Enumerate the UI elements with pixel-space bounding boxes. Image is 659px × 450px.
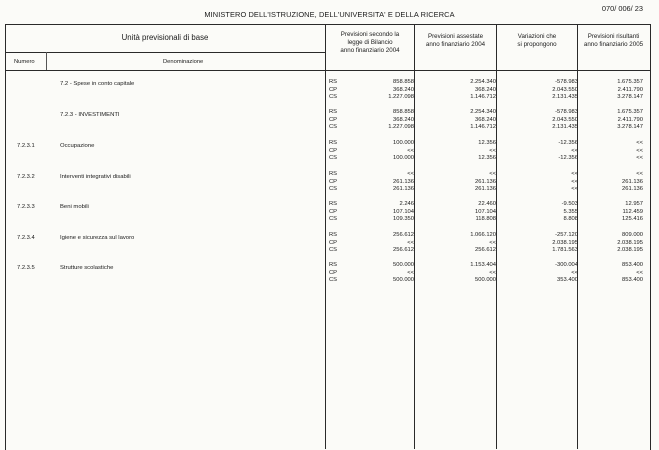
value-cell: << — [571, 186, 578, 193]
value-cell: 109.350 — [393, 216, 414, 223]
value-cell: 2.038.195 — [617, 247, 643, 254]
row-values-c2 — [418, 232, 496, 255]
table-row — [0, 201, 659, 229]
row-denominazione: Strutture scolastiche — [60, 265, 114, 271]
table-row — [0, 109, 659, 137]
row-code: CS — [329, 94, 338, 101]
row-values-c1 — [336, 140, 414, 163]
value-cell: 2.254.340 — [470, 109, 496, 115]
value-cell: << — [636, 171, 643, 177]
value-cell: -12.356 — [558, 155, 578, 162]
row-values-c1 — [336, 262, 414, 285]
row-denominazione: Igiene e sicurezza sul lavoro — [60, 235, 135, 241]
col-header-line: anno finanziario 2004 — [425, 41, 486, 48]
value-cell: 368.240 — [393, 116, 414, 123]
value-cell: 1.675.357 — [617, 79, 643, 85]
value-cell: -578.983 — [555, 109, 578, 115]
value-cell: 261.136 — [475, 178, 496, 185]
value-cell: 5.355 — [563, 208, 578, 215]
row-denominazione: Occupazione — [60, 143, 95, 149]
value-cell: -300.004 — [555, 262, 578, 268]
row-values-c4 — [580, 262, 643, 285]
col-header-line: Previsioni secondo la — [340, 31, 400, 38]
value-cell: 2.131.435 — [552, 94, 578, 101]
row-values-c3 — [500, 232, 578, 255]
table-row — [0, 171, 659, 199]
row-values-c1 — [336, 109, 414, 132]
value-cell: 12.356 — [478, 140, 496, 146]
value-cell: << — [571, 269, 578, 276]
row-code: CS — [329, 155, 338, 162]
row-code: CP — [329, 208, 338, 215]
value-cell: 368.240 — [393, 86, 414, 93]
header-divider — [5, 52, 325, 53]
value-cell: 261.136 — [393, 186, 414, 193]
table-row — [0, 262, 659, 290]
table-row — [0, 232, 659, 260]
value-cell: 256.612 — [393, 232, 414, 238]
row-code: CP — [329, 147, 338, 154]
page-reference: 070/ 006/ 23 — [601, 4, 643, 13]
value-cell: 368.240 — [475, 116, 496, 123]
row-values-c3 — [500, 262, 578, 285]
value-cell: 100.000 — [393, 155, 414, 162]
value-cell: 853.400 — [622, 262, 643, 268]
col-header-line: legge di Bilancio — [347, 39, 393, 46]
row-code: RS — [329, 79, 338, 85]
row-code: CP — [329, 269, 338, 276]
value-cell: 1.781.563 — [552, 247, 578, 254]
row-code: CP — [329, 178, 338, 185]
row-denominazione: Interventi integrativi disabili — [60, 174, 131, 180]
row-values-c1 — [336, 201, 414, 224]
value-cell: -578.983 — [555, 79, 578, 85]
value-cell: << — [636, 269, 643, 276]
value-cell: -9.503 — [561, 201, 578, 207]
value-cell: 8.808 — [563, 216, 578, 223]
row-code: CP — [329, 86, 338, 93]
numero-divider — [46, 52, 47, 70]
row-code: CS — [329, 216, 338, 223]
row-values-c2 — [418, 140, 496, 163]
value-cell: << — [407, 147, 414, 154]
value-cell: 2.254.340 — [470, 79, 496, 85]
value-cell: 500.000 — [475, 277, 496, 284]
row-numero: 7.2.3.5 — [17, 265, 35, 271]
row-values-c1 — [336, 232, 414, 255]
table-row — [0, 140, 659, 168]
value-cell: 22.460 — [478, 201, 496, 207]
row-numero: 7.2.3.2 — [17, 174, 35, 180]
value-cell: 1.146.712 — [470, 94, 496, 101]
col-header-line: Variazioni che — [517, 33, 557, 40]
value-cell: 1.153.404 — [470, 262, 496, 268]
value-cell: 858.858 — [393, 79, 414, 85]
value-cell: -12.356 — [558, 140, 578, 146]
value-cell: 100.000 — [393, 140, 414, 146]
value-cell: 809.000 — [622, 232, 643, 238]
value-cell: 3.278.147 — [617, 94, 643, 101]
value-cell: 368.240 — [475, 86, 496, 93]
row-values-c1 — [336, 79, 414, 102]
unita-heading: Unità previsionali di base — [121, 33, 209, 42]
row-code: RS — [329, 232, 338, 238]
row-code: RS — [329, 262, 338, 268]
row-denominazione: Beni mobili — [60, 204, 89, 210]
row-values-c2 — [418, 171, 496, 194]
value-cell: << — [571, 178, 578, 185]
ministry-title: MINISTERO DELL'ISTRUZIONE, DELL'UNIVERSITA' E DELLA RICERCA — [204, 10, 455, 19]
value-cell: 353.400 — [557, 277, 578, 284]
value-cell: 2.411.790 — [617, 86, 643, 93]
col-header-line: Previsioni assestate — [427, 33, 484, 40]
value-cell: 2.043.550 — [552, 86, 578, 93]
row-values-c4 — [580, 171, 643, 194]
row-code: RS — [329, 109, 338, 115]
row-code: RS — [329, 201, 338, 207]
value-cell: 1.066.120 — [470, 232, 496, 238]
value-cell: << — [636, 155, 643, 162]
col-header-line: Previsioni risultanti — [587, 33, 640, 40]
value-cell: 112.459 — [622, 208, 643, 215]
col-header-line: anno finanziario 2004 — [340, 47, 400, 54]
value-cell: << — [407, 171, 414, 177]
col-header-line: anno finanziario 2005 — [583, 41, 644, 48]
value-cell: << — [571, 171, 578, 177]
row-values-c4 — [580, 109, 643, 132]
row-numero: 7.2.3.1 — [17, 143, 35, 149]
row-code: CS — [329, 186, 338, 193]
value-cell: 261.136 — [475, 186, 496, 193]
col-header-line: si propongono — [517, 41, 557, 48]
value-cell: << — [489, 171, 496, 177]
row-code: CP — [329, 116, 338, 123]
value-cell: 2.246 — [399, 201, 414, 207]
row-denominazione: 7.2 - Spese in conto capitale — [60, 81, 135, 87]
value-cell: 107.104 — [475, 208, 496, 215]
value-cell: 3.278.147 — [617, 124, 643, 131]
value-cell: 1.227.098 — [388, 94, 414, 101]
value-cell: << — [571, 147, 578, 154]
value-cell: 12.356 — [478, 155, 496, 162]
row-values-c3 — [500, 201, 578, 224]
row-values-c4 — [580, 79, 643, 102]
value-cell: -257.120 — [555, 232, 578, 238]
value-cell: 1.146.712 — [470, 124, 496, 131]
col-header-bilancio — [326, 31, 414, 55]
value-cell: 256.612 — [393, 247, 414, 254]
value-cell: 256.612 — [475, 247, 496, 254]
row-code: CP — [329, 239, 338, 246]
row-values-c3 — [500, 140, 578, 163]
row-values-c2 — [418, 109, 496, 132]
denominazione-header: Denominazione — [163, 59, 204, 65]
value-cell: 858.858 — [393, 109, 414, 115]
row-numero: 7.2.3.3 — [17, 204, 35, 210]
value-cell: << — [407, 239, 414, 246]
row-code: CS — [329, 277, 338, 284]
value-cell: << — [636, 140, 643, 146]
value-cell: 2.038.195 — [617, 239, 643, 246]
value-cell: 1.227.098 — [388, 124, 414, 131]
value-cell: 2.411.790 — [617, 116, 643, 123]
row-values-c3 — [500, 109, 578, 132]
value-cell: 261.136 — [622, 186, 643, 193]
row-code: RS — [329, 171, 338, 177]
value-cell: 261.136 — [393, 178, 414, 185]
row-values-c4 — [580, 201, 643, 224]
value-cell: 2.043.550 — [552, 116, 578, 123]
value-cell: << — [407, 269, 414, 276]
value-cell: 261.136 — [622, 178, 643, 185]
header-bottom-rule — [5, 70, 650, 71]
value-cell: 1.675.357 — [617, 109, 643, 115]
value-cell: 107.104 — [393, 208, 414, 215]
value-cell: 118.808 — [475, 216, 496, 223]
row-code: CS — [329, 124, 338, 131]
value-cell: << — [489, 147, 496, 154]
row-code: CS — [329, 247, 338, 254]
col-header-risultanti — [578, 33, 649, 49]
row-code: RS — [329, 140, 338, 146]
value-cell: 2.131.435 — [552, 124, 578, 131]
value-cell: 2.038.195 — [552, 239, 578, 246]
value-cell: 125.416 — [622, 216, 643, 223]
row-denominazione: 7.2.3 - INVESTIMENTI — [60, 112, 120, 118]
value-cell: << — [489, 239, 496, 246]
row-numero: 7.2.3.4 — [17, 235, 35, 241]
value-cell: 12.957 — [625, 201, 643, 207]
row-values-c2 — [418, 79, 496, 102]
col-header-assestate — [415, 33, 496, 49]
row-values-c3 — [500, 171, 578, 194]
row-values-c4 — [580, 232, 643, 255]
col-header-variazioni — [497, 33, 577, 49]
row-values-c1 — [336, 171, 414, 194]
row-values-c3 — [500, 79, 578, 102]
value-cell: << — [489, 269, 496, 276]
row-values-c2 — [418, 262, 496, 285]
table-row — [0, 79, 659, 107]
value-cell: 500.000 — [393, 262, 414, 268]
value-cell: << — [636, 147, 643, 154]
numero-header: Numero — [14, 59, 35, 65]
row-values-c2 — [418, 201, 496, 224]
row-values-c4 — [580, 140, 643, 163]
value-cell: 853.400 — [622, 277, 643, 284]
value-cell: 500.000 — [393, 277, 414, 284]
